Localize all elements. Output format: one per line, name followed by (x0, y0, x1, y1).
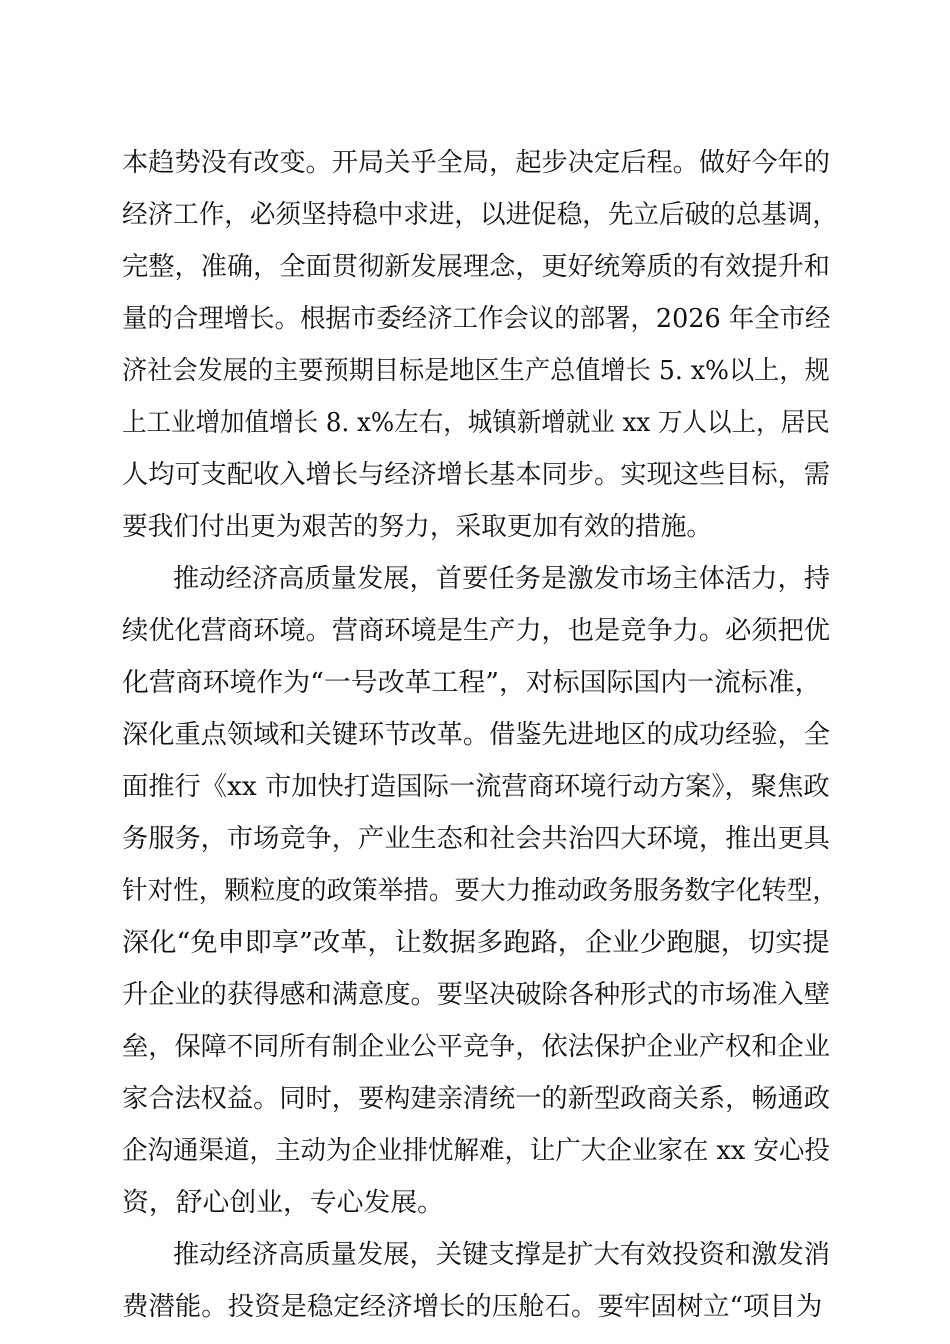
text-line: 量的合理增长。根据市委经济工作会议的部署，2026 年全市经 (122, 304, 831, 334)
text-line: 化营商环境作为“一号改革工程”，对标国际国内一流标准， (122, 668, 822, 698)
text-line: 要我们付出更为艰苦的努力，采取更加有效的措施。 (122, 512, 713, 542)
text-line: 面推行《xx 市加快打造国际一流营商环境行动方案》，聚焦政 (122, 772, 830, 802)
text-line: 垒，保障不同所有制企业公平竞争，依法保护企业产权和企业 (122, 1032, 831, 1062)
text-line: 完整，准确，全面贯彻新发展理念，更好统筹质的有效提升和 (122, 252, 831, 282)
text-line: 济社会发展的主要预期目标是地区生产总值增长 5. x%以上，规 (122, 356, 830, 386)
text-line: 本趋势没有改变。开局关乎全局，起步决定后程。做好今年的 (122, 148, 831, 178)
text-line: 企沟通渠道，主动为企业排忧解难，让广大企业家在 xx 安心投 (122, 1136, 830, 1166)
text-line: 针对性，颗粒度的政策举措。要大力推动政务服务数字化转型， (122, 876, 839, 906)
text-line: 人均可支配收入增长与经济增长基本同步。实现这些目标，需 (122, 460, 831, 490)
text-line: 深化“免申即享”改革，让数据多跑路，企业少跑腿，切实提 (122, 928, 830, 958)
text-line: 推动经济高质量发展，首要任务是激发市场主体活力，持 (173, 564, 831, 594)
text-line: 升企业的获得感和满意度。要坚决破除各种形式的市场准入壁 (122, 980, 831, 1010)
text-line: 经济工作，必须坚持稳中求进，以进促稳，先立后破的总基调， (122, 200, 839, 230)
text-line: 费潜能。投资是稳定经济增长的压舱石。要牢固树立“项目为 (122, 1292, 823, 1322)
text-line: 深化重点领域和关键环节改革。借鉴先进地区的成功经验，全 (122, 720, 831, 750)
text-line: 务服务，市场竞争，产业生态和社会共治四大环境，推出更具 (122, 824, 831, 854)
text-line: 推动经济高质量发展，关键支撑是扩大有效投资和激发消 (173, 1240, 831, 1270)
text-line: 家合法权益。同时，要构建亲清统一的新型政商关系，畅通政 (122, 1084, 831, 1114)
text-line: 资，舒心创业，专心发展。 (122, 1188, 445, 1218)
text-line: 续优化营商环境。营商环境是生产力，也是竞争力。必须把优 (122, 616, 831, 646)
text-line: 上工业增加值增长 8. x%左右，城镇新增就业 xx 万人以上，居民 (122, 408, 830, 438)
